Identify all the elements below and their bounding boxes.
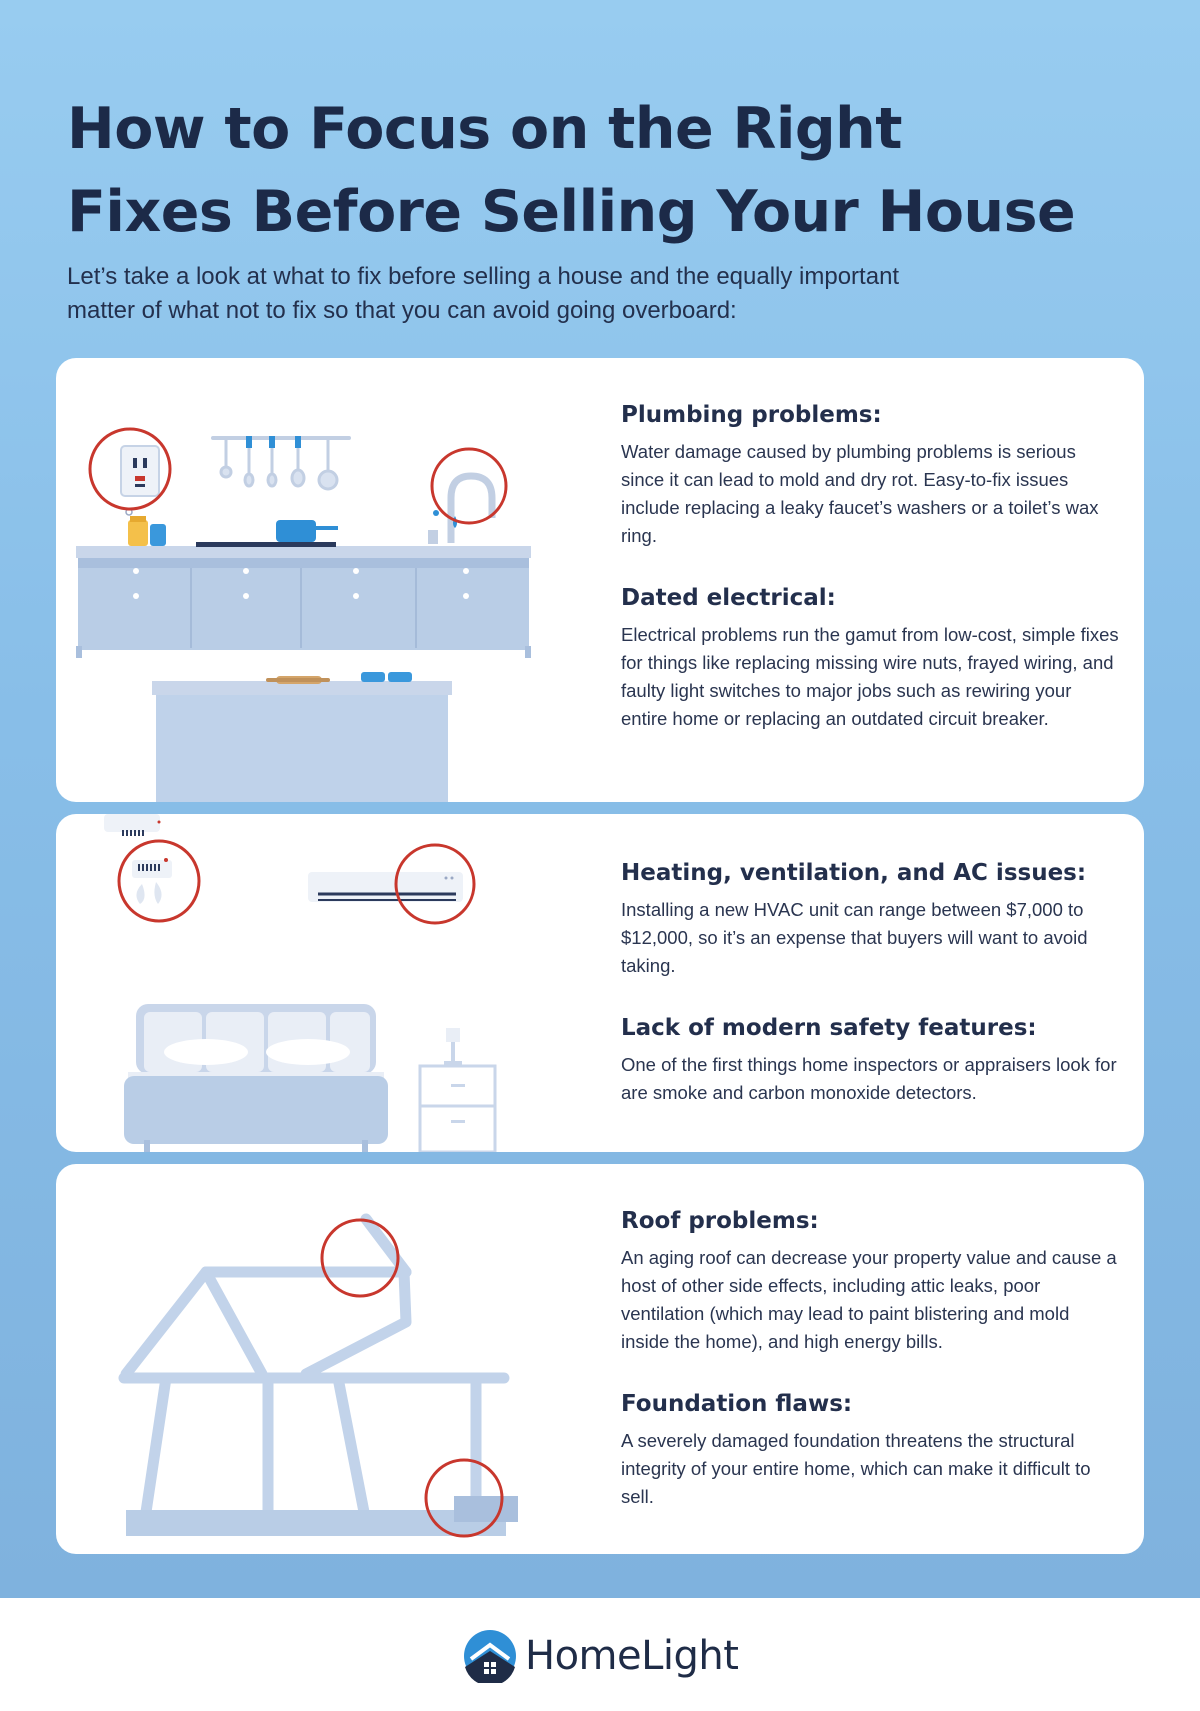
item-body: An aging roof can decrease your property value and cause a host of other side effects, including attic leaks, poor ventilation (which may lead to paint blistering and mold inside the home), and high energy bills. [621, 1247, 1117, 1352]
pot-icon [276, 520, 316, 542]
item-heading: Plumbing problems: [621, 402, 882, 428]
card-house-frame [56, 1164, 1144, 1554]
item-body: Electrical problems run the gamut from low-cost, simple fixes for things like replacing missing wire nuts, frayed wiring, and faulty light switches to major jobs such as rewiring your entire home or replacing an outdated circuit breaker. [621, 624, 1119, 729]
item-roof [621, 1206, 1121, 1356]
intro-line-1: Let’s take a look at what to fix before selling a house and the equally important [67, 263, 900, 290]
smoke-detector-icon [104, 814, 160, 832]
kitchen-illustration [56, 358, 616, 802]
bed-mattress [124, 1076, 388, 1144]
outlet-icon [121, 446, 159, 496]
highlight-circle-detector [119, 841, 199, 921]
bowl-icon [361, 672, 385, 682]
bowl-icon [388, 672, 412, 682]
cooktop [196, 542, 336, 547]
kitchen-island [156, 695, 448, 802]
title-line-1: How to Focus on the Right [67, 96, 903, 162]
smoke-icon [136, 882, 161, 904]
item-foundation [621, 1389, 1121, 1511]
highlight-circle-faucet [432, 449, 506, 523]
card-kitchen-text [621, 400, 1121, 733]
item-safety [621, 1013, 1121, 1107]
bedroom-illustration [56, 814, 616, 1152]
nightstand [420, 1066, 495, 1152]
item-hvac [621, 858, 1121, 980]
item-heading: Heating, ventilation, and AC issues: [621, 860, 1087, 886]
item-body: One of the first things home inspectors or appraisers look for are smoke and carbon monoxide detectors. [621, 1054, 1117, 1103]
intro-text [67, 260, 1047, 328]
page-title [67, 88, 1147, 254]
item-body: A severely damaged foundation threatens the structural integrity of your entire home, which can make it difficult to sell. [621, 1430, 1091, 1507]
card-kitchen [56, 358, 1144, 802]
house-frame-icon [124, 1219, 504, 1512]
homelight-logo-text: HomeLight [525, 1633, 739, 1679]
item-heading: Roof problems: [621, 1208, 819, 1234]
item-heading: Dated electrical: [621, 585, 836, 611]
utensil-rail [211, 436, 351, 440]
item-electrical [621, 583, 1121, 733]
card-bedroom [56, 814, 1144, 1152]
card-bedroom-text [621, 858, 1121, 1107]
title-line-2: Fixes Before Selling Your House [67, 179, 1076, 245]
item-plumbing [621, 400, 1121, 550]
ac-unit-icon [308, 872, 463, 902]
pillow [164, 1039, 248, 1065]
card-house-text [621, 1206, 1121, 1511]
cabinets [78, 558, 529, 650]
countertop [76, 546, 531, 558]
item-body: Water damage caused by plumbing problems is serious since it can lead to mold and dry rot. Easy-to-fix issues include replacing a leaky faucet’s washers or a toilet’s wax ring. [621, 441, 1099, 546]
utensils-icon [221, 440, 337, 489]
pillow [266, 1039, 350, 1065]
intro-line-2: matter of what not to fix so that you can avoid going overboard: [67, 297, 737, 324]
faucet-icon [451, 476, 492, 543]
item-heading: Foundation flaws: [621, 1391, 853, 1417]
item-heading: Lack of modern safety features: [621, 1015, 1037, 1041]
homelight-logo[interactable] [463, 1626, 738, 1686]
lamp-icon [446, 1028, 460, 1042]
jar-icon [150, 524, 166, 546]
homelight-logo-icon [463, 1629, 517, 1683]
jar-icon [128, 520, 148, 546]
highlight-circle-roof [322, 1220, 398, 1296]
house-frame-illustration [56, 1164, 616, 1554]
item-body: Installing a new HVAC unit can range between $7,000 to $12,000, so it’s an expense that buyers will want to avoid taking. [621, 899, 1088, 976]
